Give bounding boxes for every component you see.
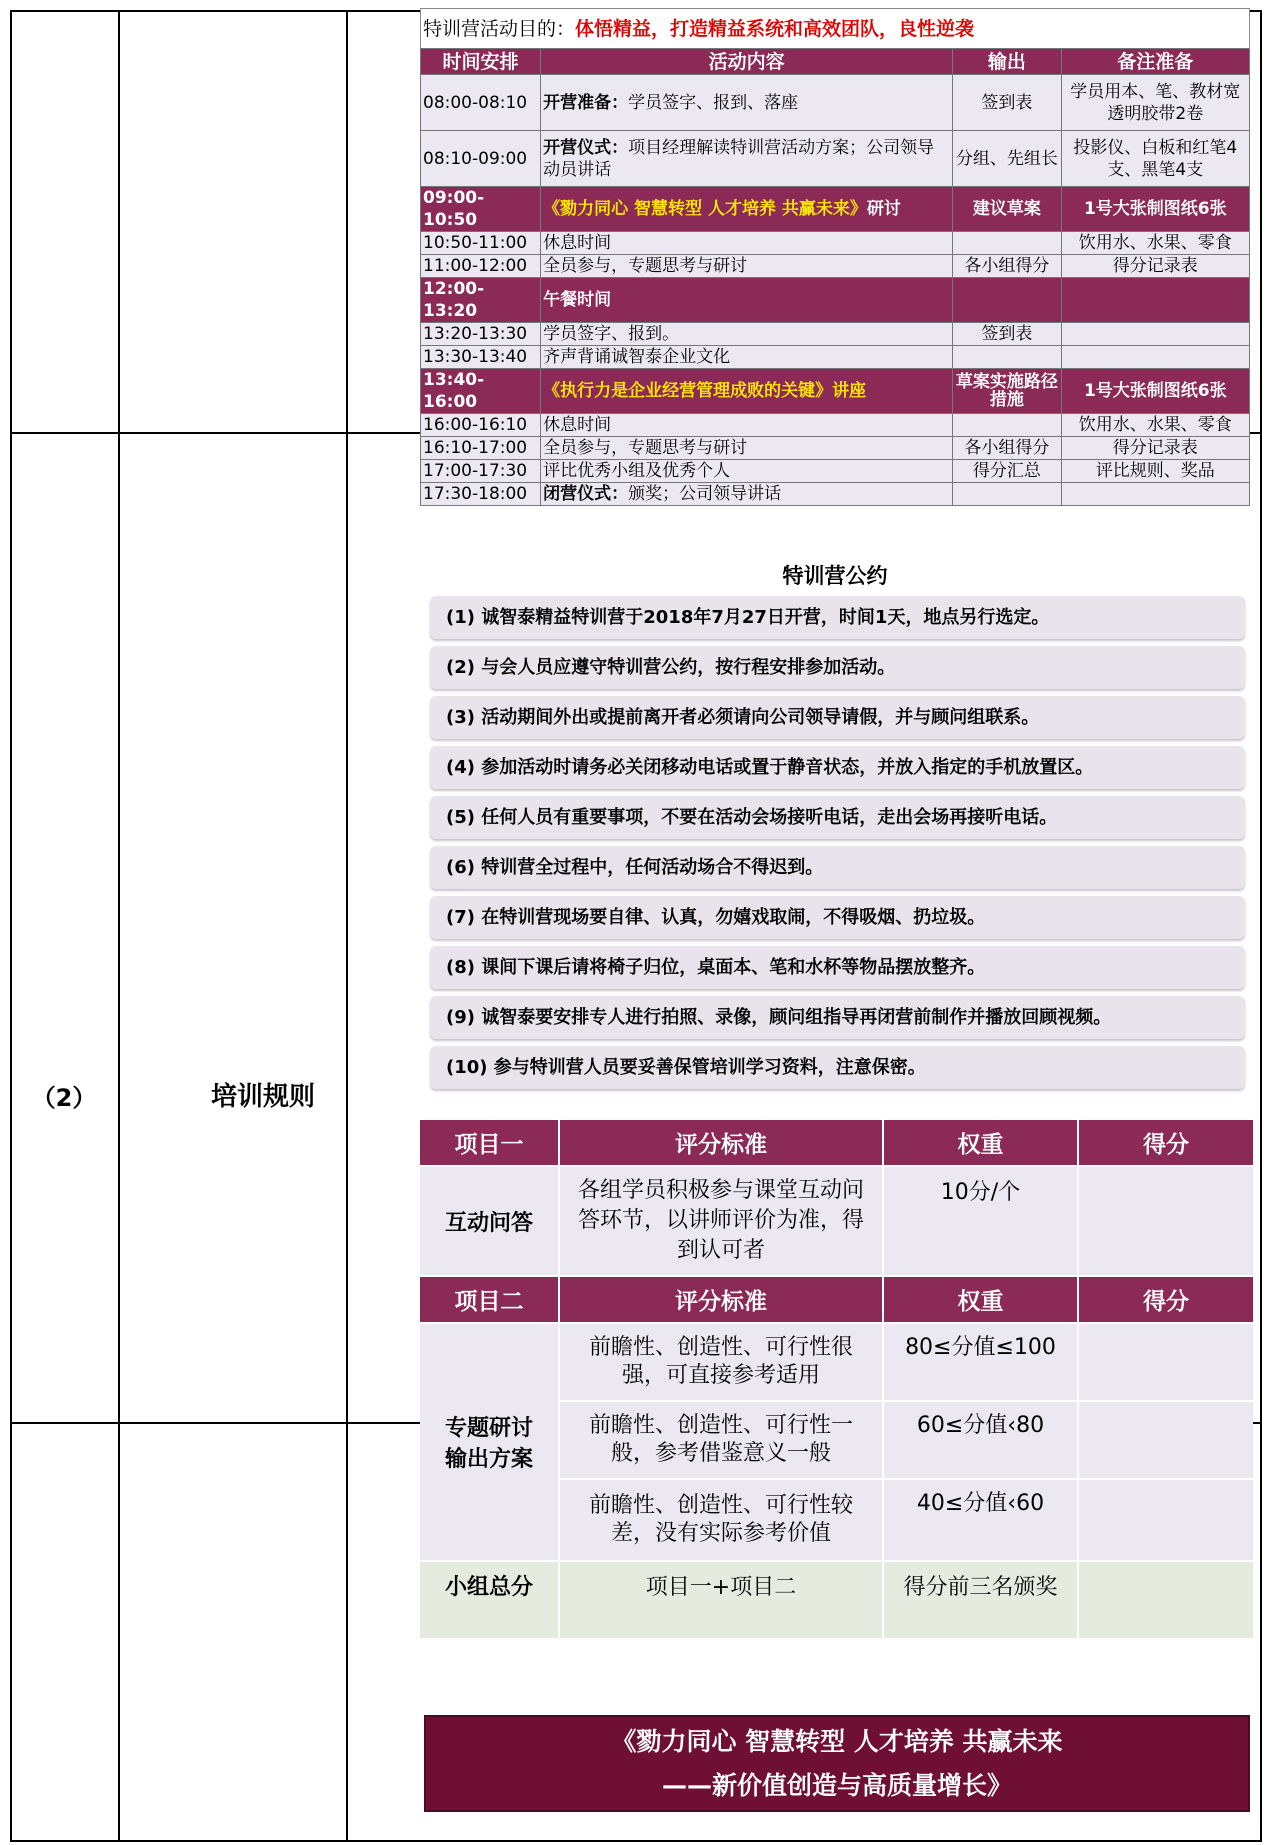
column-divider (118, 12, 120, 1840)
row-note (1061, 346, 1249, 369)
row-note (1061, 278, 1249, 323)
row-content: 《执行力是企业经营管理成败的关键》讲座 (541, 369, 953, 414)
score-weight: 40≤分值‹60 (884, 1480, 1079, 1560)
rule-item: (10) 参与特训营人员要妥善保管培训学习资料，注意保密。 (430, 1046, 1245, 1089)
score-row (560, 1324, 1253, 1402)
row-content: 午餐时间 (541, 278, 953, 323)
section-number: （2） (31, 1084, 97, 1112)
row-note: 投影仪、白板和红笔4支、黑笔4支 (1061, 131, 1249, 187)
header-time: 时间安排 (421, 49, 541, 75)
score-row (560, 1402, 1253, 1480)
score-value (1079, 1480, 1253, 1560)
rule-item: (1) 诚智泰精益特训营于2018年7月27日开营，时间1天，地点另行选定。 (430, 596, 1245, 639)
row-output: 草案实施路径措施 (953, 369, 1061, 414)
score-weight: 10分/个 (884, 1167, 1079, 1275)
rules-title: 特训营公约 (782, 564, 888, 588)
score-header: 得分 (1079, 1120, 1253, 1165)
score-criteria: 前瞻性、创造性、可行性一般，参考借鉴意义一般 (560, 1402, 884, 1478)
row-time: 12:00-13:20 (421, 278, 541, 323)
purpose-text: 体悟精益，打造精益系统和高效团队，良性逆袭 (575, 18, 975, 40)
row-time: 08:00-08:10 (421, 75, 541, 131)
scoring-table (420, 1120, 1253, 1638)
row-note: 学员用本、笔、教材宽透明胶带2卷 (1061, 75, 1249, 131)
row-output: 各小组得分 (953, 437, 1061, 460)
score-header-row (420, 1277, 1253, 1324)
row-note: 1号大张制图纸6张 (1061, 187, 1249, 232)
row-note (1061, 323, 1249, 346)
row-note: 饮用水、水果、零食 (1061, 232, 1249, 255)
banner-line-1: 《勠力同心 智慧转型 人才培养 共赢未来 (611, 1727, 1063, 1756)
row-output: 各小组得分 (953, 255, 1061, 278)
purpose-label: 特训营活动目的： (423, 18, 576, 40)
schedule-section (420, 8, 1250, 506)
row-content: 学员签字、报到。 (541, 323, 953, 346)
score-criteria: 各组学员积极参与课堂互动问答环节，以讲师评价为准，得到认可者 (560, 1167, 884, 1275)
schedule-row (421, 414, 1250, 437)
banner-line-2: ——新价值创造与高质量增长》 (661, 1771, 1012, 1800)
row-output (953, 232, 1061, 255)
row-time: 13:30-13:40 (421, 346, 541, 369)
row-time: 16:00-16:10 (421, 414, 541, 437)
score-item-name: 互动问答 (420, 1167, 560, 1275)
row-output: 签到表 (953, 323, 1061, 346)
row-note (1061, 483, 1249, 506)
row-output: 得分汇总 (953, 460, 1061, 483)
column-divider (346, 12, 348, 1840)
rule-item: (9) 诚智泰要安排专人进行拍照、录像，顾问组指导再闭营前制作并播放回顾视频。 (430, 996, 1245, 1039)
rule-item: (4) 参加活动时请务必关闭移动电话或置于静音状态，并放入指定的手机放置区。 (430, 746, 1245, 789)
score-header: 评分标准 (560, 1277, 884, 1322)
schedule-row (421, 75, 1250, 131)
schedule-row-highlight (421, 369, 1250, 414)
row-output: 签到表 (953, 75, 1061, 131)
score-value (1079, 1324, 1253, 1400)
rule-item: (3) 活动期间外出或提前离开者必须请向公司领导请假，并与顾问组联系。 (430, 696, 1245, 739)
score-header: 项目二 (420, 1277, 560, 1322)
row-content: 开营准备：学员签字、报到、落座 (541, 75, 953, 131)
row-output (953, 346, 1061, 369)
row-time: 13:40-16:00 (421, 369, 541, 414)
score-row (420, 1167, 1253, 1277)
row-note: 饮用水、水果、零食 (1061, 414, 1249, 437)
score-weight: 80≤分值≤100 (884, 1324, 1079, 1400)
score-total-value (1079, 1562, 1253, 1638)
score-total-name: 小组总分 (420, 1562, 560, 1638)
row-output: 分组、先组长 (953, 131, 1061, 187)
score-header: 权重 (884, 1277, 1079, 1322)
row-time: 08:10-09:00 (421, 131, 541, 187)
score-total-row (420, 1560, 1253, 1638)
row-note: 得分记录表 (1061, 255, 1249, 278)
row-time: 13:20-13:30 (421, 323, 541, 346)
section-title: 培训规则 (210, 1082, 315, 1112)
row-content: 评比优秀小组及优秀个人 (541, 460, 953, 483)
schedule-row (421, 437, 1250, 460)
row-time: 16:10-17:00 (421, 437, 541, 460)
schedule-row-highlight (421, 187, 1250, 232)
row-time: 11:00-12:00 (421, 255, 541, 278)
score-header: 评分标准 (560, 1120, 884, 1165)
score-total-award: 得分前三名颁奖 (884, 1562, 1079, 1638)
rule-item: (5) 任何人员有重要事项，不要在活动会场接听电话，走出会场再接听电话。 (430, 796, 1245, 839)
rule-item: (2) 与会人员应遵守特训营公约，按行程安排参加活动。 (430, 646, 1245, 689)
score-total-formula: 项目一+项目二 (560, 1562, 884, 1638)
score-item-name: 专题研讨输出方案 (420, 1324, 560, 1560)
schedule-header-row (421, 49, 1250, 75)
row-note: 评比规则、奖品 (1061, 460, 1249, 483)
schedule-table (420, 48, 1250, 506)
row-output (953, 278, 1061, 323)
row-output (953, 483, 1061, 506)
rule-item: (6) 特训营全过程中，任何活动场合不得迟到。 (430, 846, 1245, 889)
row-output (953, 414, 1061, 437)
score-criteria: 前瞻性、创造性、可行性很强，可直接参考适用 (560, 1324, 884, 1400)
schedule-row (421, 346, 1250, 369)
rule-item: (8) 课间下课后请将椅子归位，桌面本、笔和水杯等物品摆放整齐。 (430, 946, 1245, 989)
score-value (1079, 1167, 1253, 1275)
row-content: 休息时间 (541, 232, 953, 255)
schedule-row (421, 483, 1250, 506)
row-content: 闭营仪式：颁奖；公司领导讲话 (541, 483, 953, 506)
score-weight: 60≤分值‹80 (884, 1402, 1079, 1478)
header-note: 备注准备 (1061, 49, 1249, 75)
schedule-row-highlight (421, 278, 1250, 323)
row-content: 全员参与，专题思考与研讨 (541, 255, 953, 278)
rule-item: (7) 在特训营现场要自律、认真，勿嬉戏取闹，不得吸烟、扔垃圾。 (430, 896, 1245, 939)
header-output: 输出 (953, 49, 1061, 75)
schedule-row (421, 131, 1250, 187)
schedule-purpose (420, 8, 1250, 48)
row-content: 齐声背诵诚智泰企业文化 (541, 346, 953, 369)
row-content: 《勠力同心 智慧转型 人才培养 共赢未来》研讨 (541, 187, 953, 232)
row-time: 09:00-10:50 (421, 187, 541, 232)
score-header: 得分 (1079, 1277, 1253, 1322)
schedule-row (421, 460, 1250, 483)
schedule-row (421, 323, 1250, 346)
schedule-row (421, 232, 1250, 255)
row-time: 17:30-18:00 (421, 483, 541, 506)
header-content: 活动内容 (541, 49, 953, 75)
score-row (560, 1480, 1253, 1560)
row-time: 17:00-17:30 (421, 460, 541, 483)
row-content: 休息时间 (541, 414, 953, 437)
score-criteria: 前瞻性、创造性、可行性较差，没有实际参考价值 (560, 1480, 884, 1560)
row-time: 10:50-11:00 (421, 232, 541, 255)
score-value (1079, 1402, 1253, 1478)
row-output: 建议草案 (953, 187, 1061, 232)
score-row-group (420, 1324, 1253, 1560)
score-header: 权重 (884, 1120, 1079, 1165)
row-content: 全员参与，专题思考与研讨 (541, 437, 953, 460)
schedule-row (421, 255, 1250, 278)
title-banner (424, 1715, 1250, 1812)
row-content: 开营仪式：项目经理解读特训营活动方案；公司领导动员讲话 (541, 131, 953, 187)
score-header-row (420, 1120, 1253, 1167)
score-header: 项目一 (420, 1120, 560, 1165)
row-note: 得分记录表 (1061, 437, 1249, 460)
row-note: 1号大张制图纸6张 (1061, 369, 1249, 414)
